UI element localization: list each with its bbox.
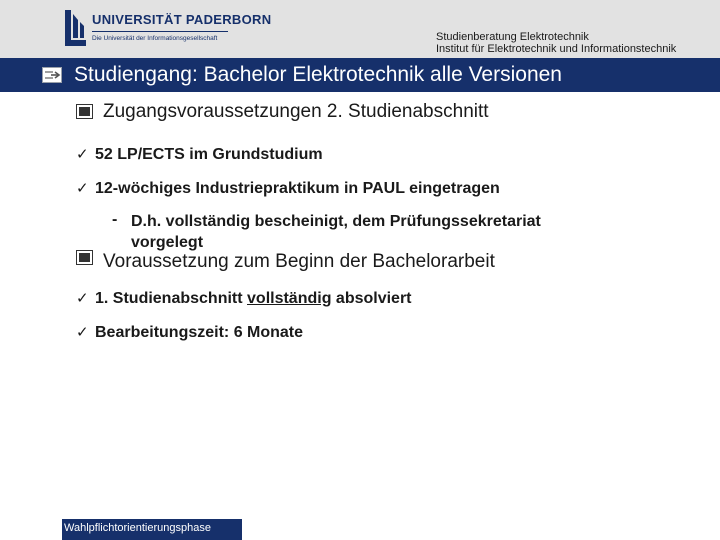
- header-info: [436, 31, 720, 55]
- university-logo: [62, 6, 272, 52]
- checkmark-icon: ✓: [76, 180, 89, 197]
- list-item: 52 LP/ECTS im Grundstudium: [95, 146, 323, 163]
- list-item: Bearbeitungszeit: 6 Monate: [95, 324, 304, 341]
- checkmark-icon: ✓: [76, 146, 89, 163]
- list-item: [95, 290, 412, 308]
- section-heading-zugang: Zugangsvoraussetzungen 2. Studienabschnitt: [103, 101, 489, 122]
- header-line-2: Institut für Elektrotechnik und Informationstechnik: [436, 43, 677, 55]
- checkmark-icon: ✓: [76, 290, 89, 307]
- list-item: 12-wöchiges Industriepraktikum in PAUL eingetragen: [95, 180, 500, 197]
- header-line-1: Studienberatung Elektrotechnik: [436, 31, 589, 43]
- list-item-text: 1. Studienabschnitt: [95, 290, 248, 307]
- logo-divider: [92, 31, 228, 32]
- logo-name: UNIVERSITÄT PADERBORN: [92, 12, 272, 27]
- footer-label: Wahlpflichtorientierungsphase: [64, 522, 211, 534]
- header-bar: [0, 0, 720, 58]
- arrow-box-icon: [42, 67, 62, 83]
- logo-tagline: Die Universität der Informationsgesellschaft: [92, 35, 218, 42]
- underlined-text: vollständig: [247, 290, 332, 307]
- square-bullet-icon: [76, 104, 93, 119]
- sub-item: D.h. vollständig bescheinigt, dem Prüfungssekretariat vorgelegt: [131, 213, 541, 251]
- checkmark-icon: ✓: [76, 324, 89, 341]
- page-title: Studiengang: Bachelor Elektrotechnik alle Versionen: [74, 63, 562, 86]
- sub-item-dash: -: [112, 211, 118, 228]
- university-logo-mark-icon: [62, 6, 90, 50]
- square-bullet-icon: [76, 250, 93, 265]
- list-item-text: absolviert: [331, 290, 412, 307]
- section-heading-bachelorarbeit: Voraussetzung zum Beginn der Bachelorarbeit: [103, 251, 495, 272]
